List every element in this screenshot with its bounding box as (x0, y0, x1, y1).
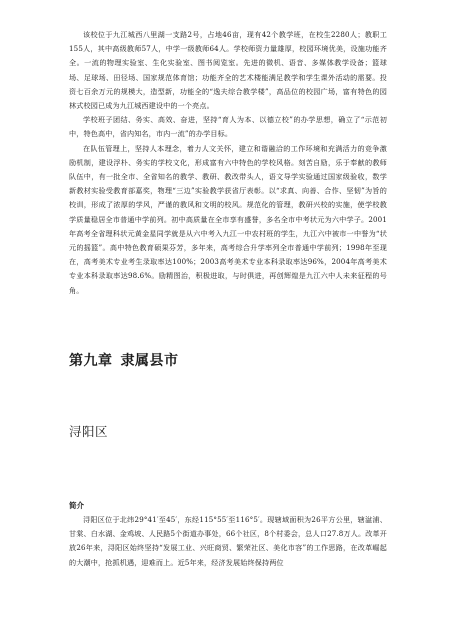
district-intro (69, 513, 387, 570)
chapter-title: 隶属县市 (120, 353, 179, 369)
intro-paragraph: 浔阳区位于北纬29°41′至45′，东经115°55′至116°5′。现辖域面积为26平方公里，辖湓浦、甘棠、白水湖、金鸡坡、人民路5个街道办事处，66个社区，8个村委会，总人口27.8万人。改革开放26年来，浔阳区始终坚持“发展工业、兴旺商贸、繁荣社区、美化市容”的工作思路，在改革崛起的大潮中，抢抓机遇，迎难而上。近5年来，经济发展始终保持两位 (69, 515, 387, 567)
body-paragraph-1: 该校位于九江城西八里湖一支路2号，占地46亩，现有42个教学班，在校生2280人；教职工155人，其中高级教师57人，中学一级教师64人。学校师资力量雄厚，校园环境优美，设施功能齐全。一流的物理实验室、生化实验室、图书阅览室。先进的微机、语音、多媒体教学设备；篮球场、足球场、田径场、国家规范体育馆；功能齐全的艺术楼能满足教学和学生课外活动的需要。投资七百余万元的规模大，造型新，功能全的“逸夫综合教学楼”，高品位的校园广场，富有特色的园林式校园已成为九江城西建设中的一个亮点。 (69, 30, 387, 111)
chapter-number: 第九章 (69, 353, 113, 369)
chapter-heading (69, 350, 179, 370)
body-paragraph-3: 在队伍管理上，坚持人本理念，着力人文关怀，建立和谐融洽的工作环境和充满活力的竞争激励机制，建设浮朴、务实的学校文化，形成富有六中特色的学校风格。刻苦自励，乐于奉献的教师队伍中，有一批全市、全省知名的教学、教研、教改带头人，语文导学实验通过国家级验收，数学新教材实验受教育部嘉奖，物理“三边”实验教学获省厅表彰。以“求真、向善、合作、坚韧”为旨的校训，形成了浓厚的学风，严谨的教风和文明的校风。规范化的管理，教研兴校的实施，使学校教学质量稳居全市普通中学前列。初中高质量在全市享有盛誉，多名全市中考状元为六中学子。2001年高考全省理科状元黄金星同学就是从六中考入九江一中农村班的学生，九江六中被市一中誉为“状元的摇篮”。高中特色教育硕果芬芳，多年来，高考综合升学率列全市普通中学前列；1998年至现在，高考美术专业考生录取率达100%；2003高考美术专业本科录取率达96%，2004年高考美术专业本科录取率达98.6%。励精图治，积极进取，与时俱进，再创辉煌是九江六中人未来征程的号角。 (69, 143, 387, 295)
subsection-heading: 简介 (69, 501, 84, 510)
body-paragraph-2: 学校班子团结、务实、高效、奋进，坚持“育人为本、以德立校”的办学思想，确立了“示范初中，特色高中，省内知名，市内一流”的办学目标。 (69, 115, 387, 139)
section-heading: 浔阳区 (69, 424, 109, 439)
school-description (69, 28, 387, 298)
